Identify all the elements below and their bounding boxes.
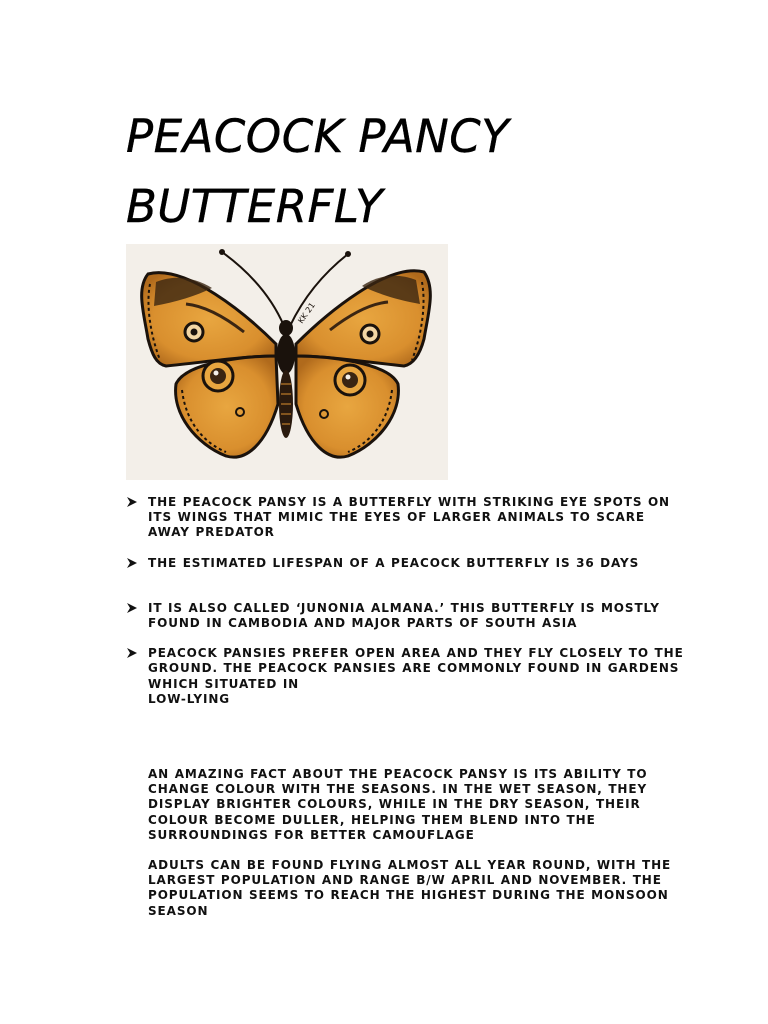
list-item-text: THE PEACOCK PANSY IS A BUTTERFLY WITH STRIKING EYE SPOTS ON ITS WINGS THAT MIMIC THE EYES OF LARGER ANIMALS TO SCARE AWAY PREDATOR xyxy=(148,495,670,540)
artist-signature: KK 21 xyxy=(296,300,317,326)
list-item-text-tail: LOW-LYING xyxy=(148,691,231,706)
fact-list xyxy=(126,495,686,707)
list-item xyxy=(126,646,686,707)
arrowhead-bullet-icon xyxy=(126,602,138,614)
title-line-2: BUTTERFLY xyxy=(126,180,384,233)
title-line-1: PEACOCK PANCY xyxy=(126,110,510,163)
list-item xyxy=(126,556,686,571)
arrowhead-bullet-icon xyxy=(126,496,138,508)
page-title xyxy=(126,102,509,242)
arrowhead-bullet-icon xyxy=(126,647,138,659)
list-item-text: THE ESTIMATED LIFESPAN OF A PEACOCK BUTTERFLY IS 36 DAYS xyxy=(148,555,640,570)
list-item-text: PEACOCK PANSIES PREFER OPEN AREA AND THEY FLY CLOSELY TO THE GROUND. THE PEACOCK PANSIES ARE COMMONLY FOUND IN GARDENS WHICH SITUATED IN xyxy=(148,646,684,691)
seasonal-colour-paragraph: AN AMAZING FACT ABOUT THE PEACOCK PANSY IS ITS ABILITY TO CHANGE COLOUR WITH THE SEASONS. IN THE WET SEASON, THEY DISPLAY BRIGHTER COLOURS, WHILE IN THE DRY SEASON, THEIR COLOUR BECOME DULLER, HELPING THEM BLEND INTO THE SURROUNDINGS FOR BETTER CAMOUFLAGE xyxy=(148,767,648,842)
butterfly-illustration xyxy=(126,244,448,480)
list-item-text: IT IS ALSO CALLED ‘JUNONIA ALMANA.’ THIS BUTTERFLY IS MOSTLY FOUND IN CAMBODIA AND MAJOR PARTS OF SOUTH ASIA xyxy=(148,600,660,631)
list-item xyxy=(126,601,686,631)
butterfly-illustration-icon xyxy=(126,244,448,480)
list-item xyxy=(126,495,686,541)
flight-season-paragraph: ADULTS CAN BE FOUND FLYING ALMOST ALL YEAR ROUND, WITH THE LARGEST POPULATION AND RANGE B/W APRIL AND NOVEMBER. THE POPULATION SEEMS TO REACH THE HIGHEST DURING THE MONSOON SEASON xyxy=(148,858,672,918)
arrowhead-bullet-icon xyxy=(126,557,138,569)
